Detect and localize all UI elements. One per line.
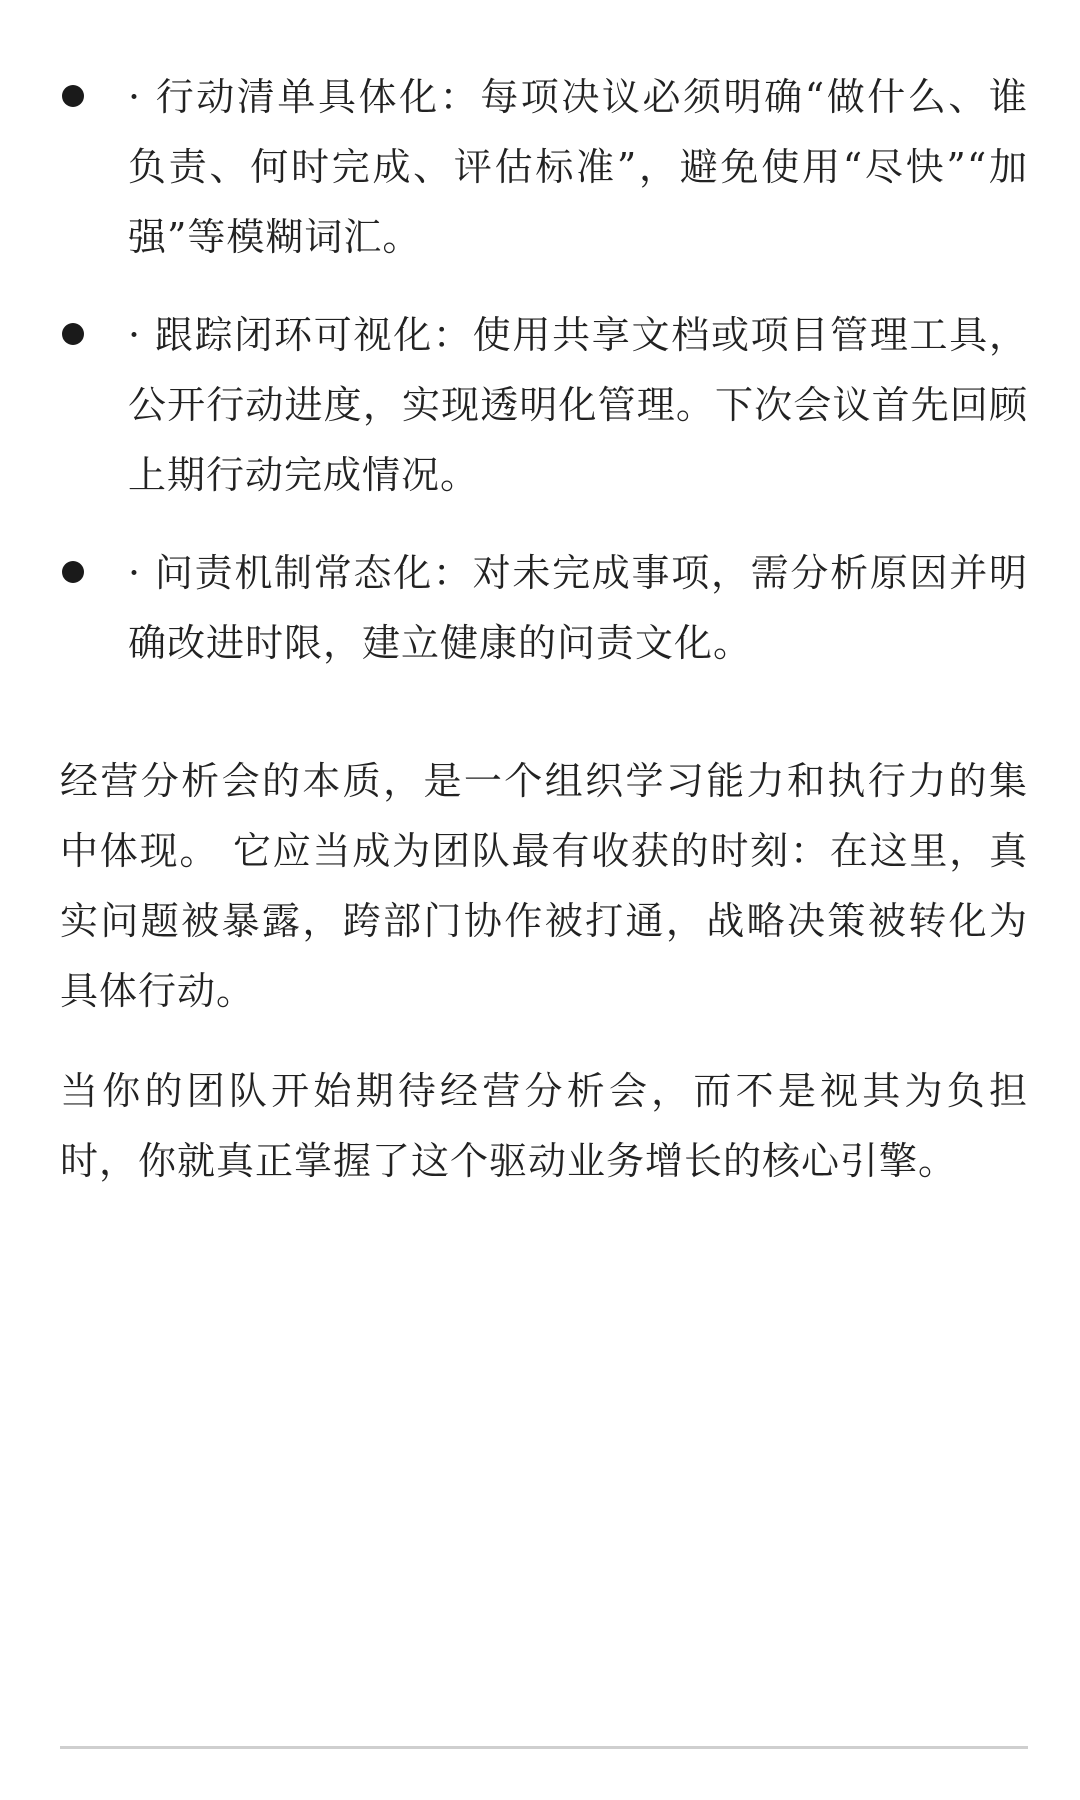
list-item [60, 62, 1028, 272]
bullet-point-icon [62, 561, 84, 583]
bullet-list [60, 62, 1028, 706]
list-item-text: · 问责机制常态化：对未完成事项，需分析原因并明确改进时限，建立健康的问责文化。 [128, 551, 1028, 665]
bullet-point-icon [62, 323, 84, 345]
list-item [60, 538, 1028, 678]
closing-paragraph: 当你的团队开始期待经营分析会，而不是视其为负担时，你就真正掌握了这个驱动业务增长的核心引擎。 [60, 1069, 1028, 1183]
list-item [60, 300, 1028, 510]
list-item-text: · 行动清单具体化：每项决议必须明确“做什么、谁负责、何时完成、评估标准”，避免使用“尽快”“加强”等模糊词汇。 [128, 75, 1028, 259]
summary-paragraph: 经营分析会的本质，是一个组织学习能力和执行力的集中体现。 它应当成为团队最有收获的时刻：在这里，真实问题被暴露，跨部门协作被打通，战略决策被转化为具体行动。 [60, 759, 1028, 1013]
bullet-point-icon [62, 85, 84, 107]
footer-divider [60, 1746, 1028, 1749]
list-item-text: · 跟踪闭环可视化：使用共享文档或项目管理工具，公开行动进度，实现透明化管理。下次会议首先回顾上期行动完成情况。 [128, 313, 1028, 497]
